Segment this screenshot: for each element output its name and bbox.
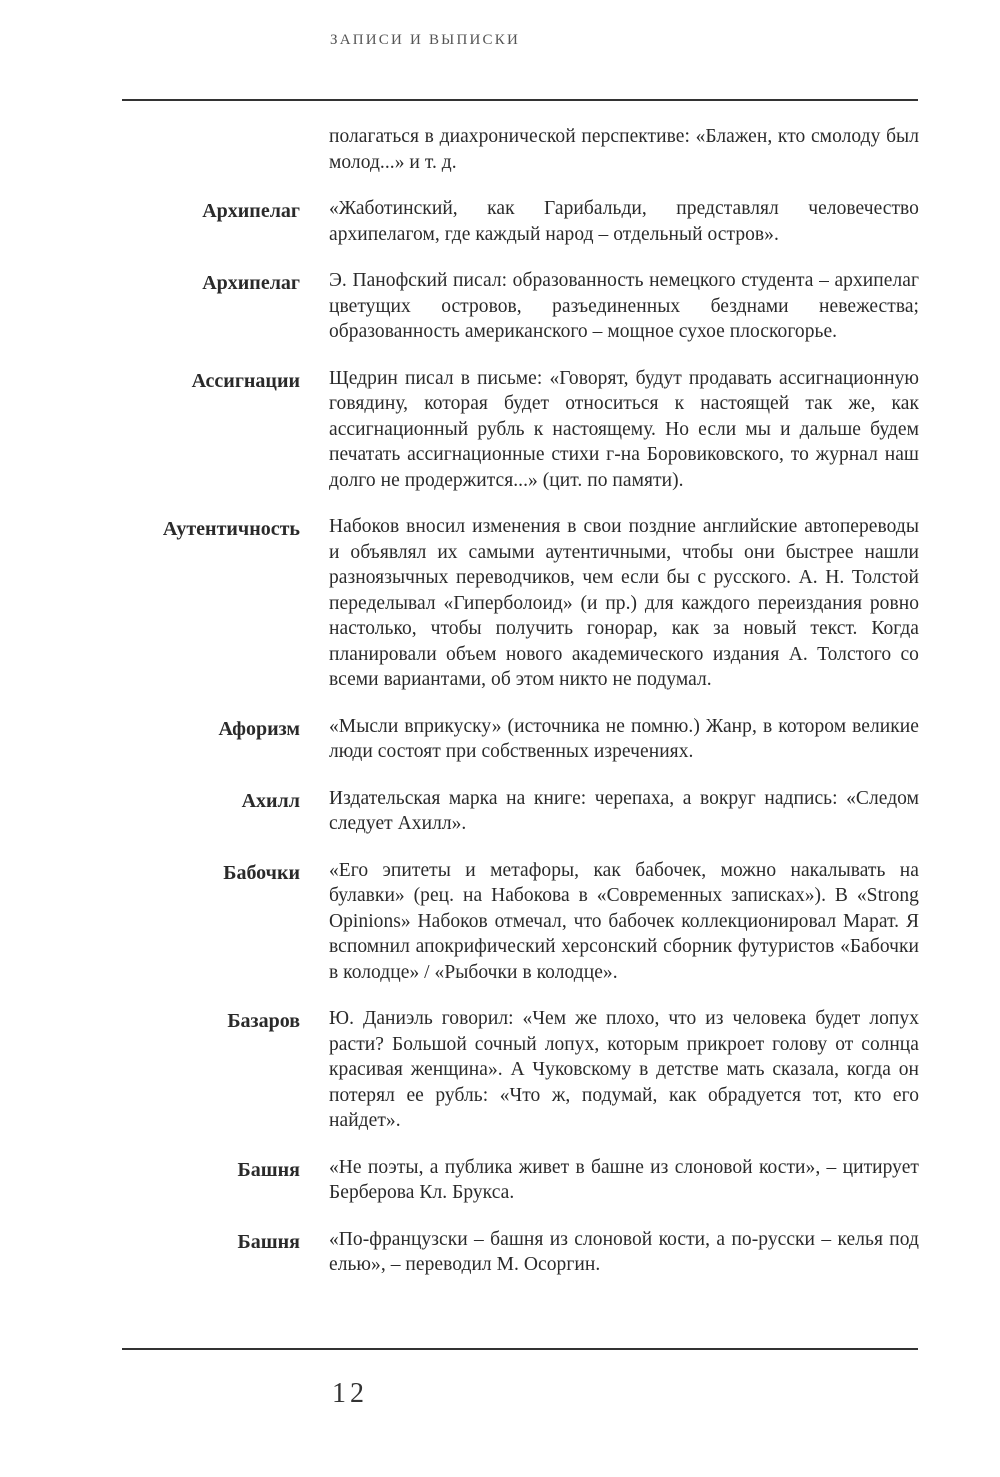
entry-text: «Не поэты, а публика живет в башне из слоновой кости», – цитирует Берберова Кл. Брукса. — [329, 1156, 919, 1203]
entry-aforizm — [0, 714, 1000, 765]
entry-text: Набоков вносил изменения в свои поздние английские автопереводы и объявлял их самыми аутентичными, чтобы они быстрее нашли разноязычных переводчиков, чем если бы с русского. А. Н. Толстой переделывал «Гиперболоид» (и пр.) для каждого переиздания ровно настолько, чтобы получить гонорар, как за новый текст. Когда планировали объем нового академического издания А. Толстого со всеми вариантами, об этом никто не подумал. — [329, 516, 919, 690]
entry-text: Э. Панофский писал: образованность немецкого студента – архипелаг цветущих островов, разъединенных безднами невежества; образованность американского – мощное сухое плоскогорье. — [329, 270, 919, 342]
entry-term: Афоризм — [218, 717, 300, 740]
entry-text: полагаться в диахронической перспективе: «Блажен, кто смолоду был молод...» и т. д. — [329, 126, 919, 173]
header-rule — [122, 99, 918, 101]
entry-term: Бабочки — [223, 861, 300, 884]
entry-akhill — [0, 786, 1000, 837]
entry-babochki — [0, 858, 1000, 986]
entry-bashnya-2 — [0, 1227, 1000, 1278]
entry-term: Башня — [237, 1230, 300, 1253]
entry-archipelag-1 — [0, 196, 1000, 247]
entry-text: Издательская марка на книге: черепаха, а вокруг надпись: «Следом следует Ахилл». — [329, 787, 919, 834]
entry-text: «Мысли вприкуску» (источника не помню.) Жанр, в котором великие люди состоят при собственных изречениях. — [329, 715, 919, 762]
entry-text: Щедрин писал в письме: «Говорят, будут продавать ассигнационную говядину, которая будет относиться к настоящей так же, как ассигнационный рубль к настоящему. Но если мы и дальше будем печатать ассигнационные стихи г-на Боровиковского, то журнал наш долго не продержится...» (цит. по памяти). — [329, 367, 919, 491]
entry-bazarov — [0, 1006, 1000, 1134]
entry-text: «Жаботинский, как Гарибальди, представлял человечество архипелагом, где каждый народ – отдельный остров». — [329, 198, 919, 245]
entry-term: Архипелаг — [202, 272, 300, 294]
entry-autentichnost — [0, 514, 1000, 693]
entry-term: Аутентичность — [162, 518, 300, 540]
entry-continuation — [0, 124, 1000, 175]
entry-text: «Его эпитеты и метафоры, как бабочек, можно накалывать на булавки» (рец. на Набокова в «Современных записках»). В «Strong Opinions» Набоков отмечал, что бабочек коллекционировал Марат. Я вспомнил апокрифический херсонский сборник футуристов «Бабочки в колодце» / «Рыбочки в колодце». — [329, 859, 919, 983]
dictionary-entries — [0, 124, 1000, 1299]
entry-text: «По-французски – башня из слоновой кости, а по-русски – келья под елью», – переводил М. Осоргин. — [329, 1228, 919, 1275]
entry-term: Базаров — [227, 1010, 300, 1032]
entry-term: Архипелаг — [202, 200, 300, 222]
page-number: 12 — [332, 1378, 368, 1409]
footer-rule — [122, 1348, 918, 1350]
entry-archipelag-2 — [0, 268, 1000, 345]
entry-text: Ю. Даниэль говорил: «Чем же плохо, что из человека будет лопух расти? Большой сочный лопух, которым прикроет голову от солнца красивая женщина». А Чуковскому в детстве мать сказала, когда он потерял ее рубль: «Что ж, подумай, как обрадуется тот, кто его найдет». — [329, 1008, 919, 1131]
running-head: ЗАПИСИ И ВЫПИСКИ — [330, 32, 520, 48]
entry-term: Ассигнации — [191, 369, 300, 392]
entry-term: Башня — [237, 1158, 300, 1181]
entry-bashnya-1 — [0, 1155, 1000, 1206]
entry-term: Ахилл — [241, 789, 300, 812]
entry-assignatsii — [0, 366, 1000, 494]
